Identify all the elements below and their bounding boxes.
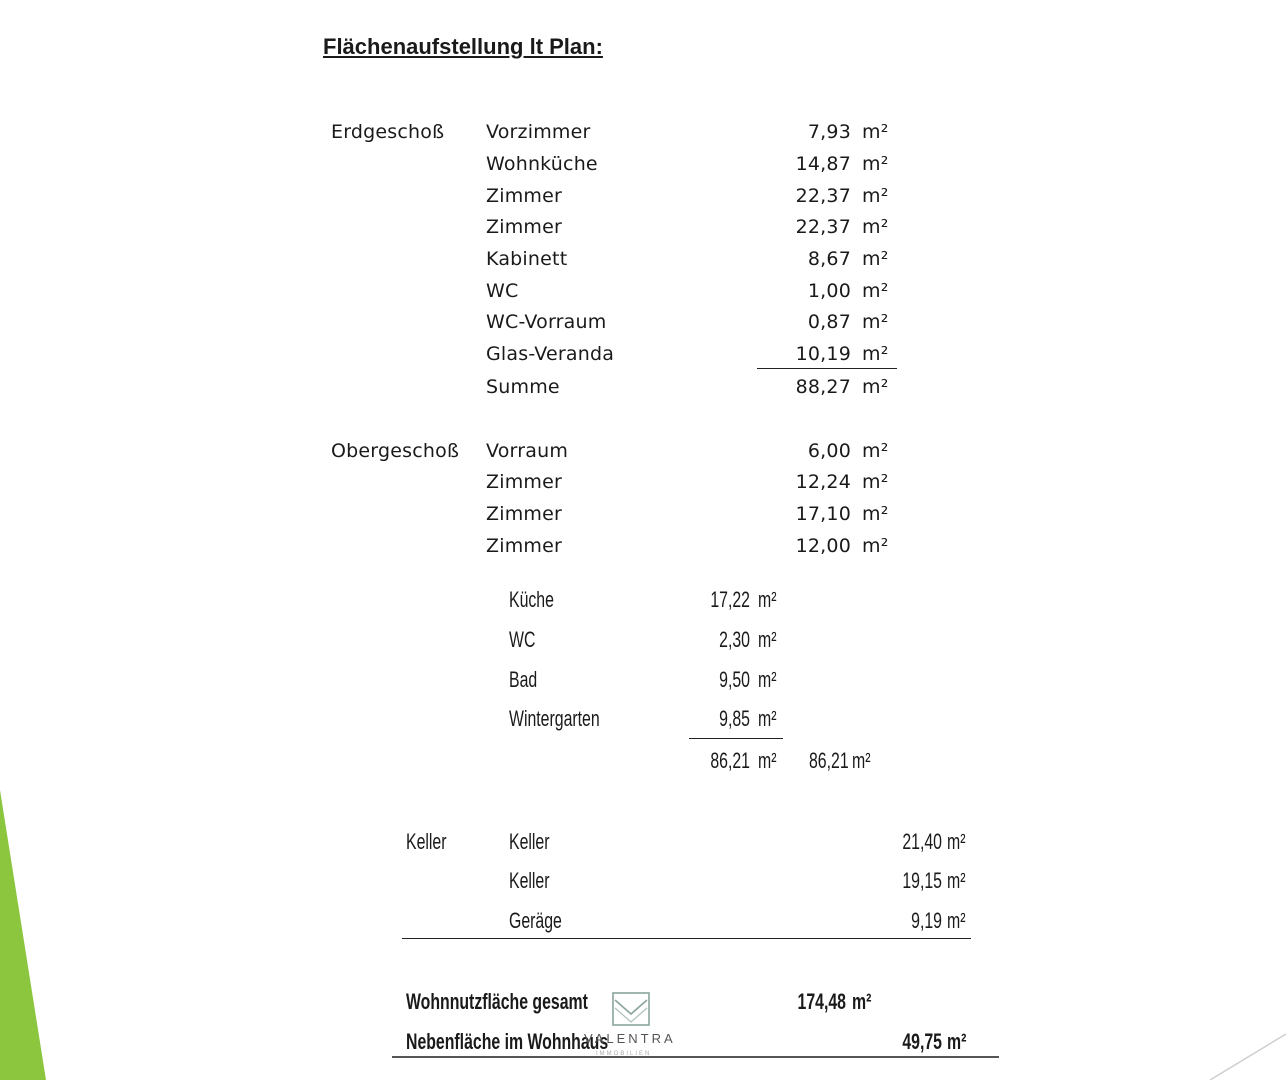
room-area: 9,19 — [911, 908, 942, 933]
room-name: Geräge — [509, 908, 562, 933]
room-name: Wintergarten — [509, 706, 600, 731]
section-label-obergeschoss: Obergeschoß — [331, 440, 460, 462]
room-area: 12,24 — [795, 471, 851, 493]
unit-label: m² — [947, 908, 966, 933]
unit-label: m² — [862, 153, 889, 175]
room-area: 19,15 — [902, 868, 942, 893]
unit-label: m² — [758, 667, 777, 692]
room-name: Zimmer — [486, 471, 563, 493]
room-area: 9,50 — [719, 667, 750, 692]
unit-label: m² — [862, 535, 889, 557]
bottom-divider — [392, 1056, 999, 1058]
unit-label: m² — [947, 1029, 967, 1054]
unit-label: m² — [862, 185, 889, 207]
page-title: Flächenaufstellung lt Plan: — [323, 34, 603, 59]
room-name: Wohnküche — [486, 153, 598, 175]
unit-label: m² — [862, 216, 889, 238]
unit-label: m² — [862, 376, 889, 398]
room-area: 0,87 — [807, 311, 851, 333]
obergeschoss-total-value: 86,21 — [809, 748, 849, 773]
wohnnutzflaeche-label: Wohnnutzfläche gesamt — [406, 989, 588, 1014]
unit-label: m² — [758, 748, 777, 773]
unit-label: m² — [947, 829, 966, 854]
room-area: 17,22 — [710, 587, 750, 612]
subtotal-divider — [689, 738, 783, 739]
room-name: WC — [509, 627, 536, 652]
room-name: Keller — [509, 868, 550, 893]
valentra-logo-icon — [612, 992, 650, 1026]
unit-label: m² — [852, 989, 872, 1014]
watermark-brand: VALENTRA — [584, 1031, 676, 1046]
room-name: WC — [486, 280, 519, 302]
room-area: 1,00 — [807, 280, 851, 302]
sum-label: Summe — [486, 376, 560, 398]
green-accent-shape — [0, 790, 46, 1080]
unit-label: m² — [758, 587, 777, 612]
section-label-erdgeschoss: Erdgeschoß — [331, 121, 445, 143]
room-area: 2,30 — [719, 627, 750, 652]
room-name: Küche — [509, 587, 554, 612]
room-area: 14,87 — [795, 153, 851, 175]
room-area: 8,67 — [807, 248, 851, 270]
room-area: 6,00 — [807, 440, 851, 462]
wohnnutzflaeche-value: 174,48 — [797, 989, 846, 1014]
room-area: 7,93 — [807, 121, 851, 143]
unit-label: m² — [862, 248, 889, 270]
sum-value: 88,27 — [795, 376, 851, 398]
nebenflaeche-label: Nebenfläche im Wohnhaus — [406, 1029, 609, 1054]
room-area: 21,40 — [902, 829, 942, 854]
unit-label: m² — [758, 706, 777, 731]
nebenflaeche-value: 49,75 — [902, 1029, 942, 1054]
subtotal-value: 86,21 — [710, 748, 750, 773]
room-name: Kabinett — [486, 248, 568, 270]
unit-label: m² — [862, 280, 889, 302]
unit-label: m² — [758, 627, 777, 652]
room-area: 9,85 — [719, 706, 750, 731]
unit-label: m² — [862, 503, 889, 525]
unit-label: m² — [852, 748, 871, 773]
room-name: Keller — [509, 829, 550, 854]
sum-divider — [757, 368, 897, 369]
room-area: 12,00 — [795, 535, 851, 557]
section-label-keller: Keller — [406, 829, 447, 854]
room-area: 17,10 — [795, 503, 851, 525]
room-area: 22,37 — [795, 185, 851, 207]
unit-label: m² — [947, 868, 966, 893]
corner-line-decoration — [1210, 1030, 1286, 1080]
unit-label: m² — [862, 311, 889, 333]
room-name: Vorraum — [486, 440, 569, 462]
unit-label: m² — [862, 121, 889, 143]
watermark-sub: IMMOBILIEN — [596, 1051, 652, 1057]
unit-label: m² — [862, 343, 889, 365]
room-name: Zimmer — [486, 216, 563, 238]
room-area: 22,37 — [795, 216, 851, 238]
keller-divider — [402, 938, 971, 939]
room-name: WC-Vorraum — [486, 311, 607, 333]
room-name: Zimmer — [486, 503, 563, 525]
unit-label: m² — [862, 440, 889, 462]
room-name: Glas-Veranda — [486, 343, 615, 365]
room-area: 10,19 — [795, 343, 851, 365]
room-name: Zimmer — [486, 535, 563, 557]
room-name: Bad — [509, 667, 538, 692]
room-name: Vorzimmer — [486, 121, 591, 143]
room-name: Zimmer — [486, 185, 563, 207]
unit-label: m² — [862, 471, 889, 493]
